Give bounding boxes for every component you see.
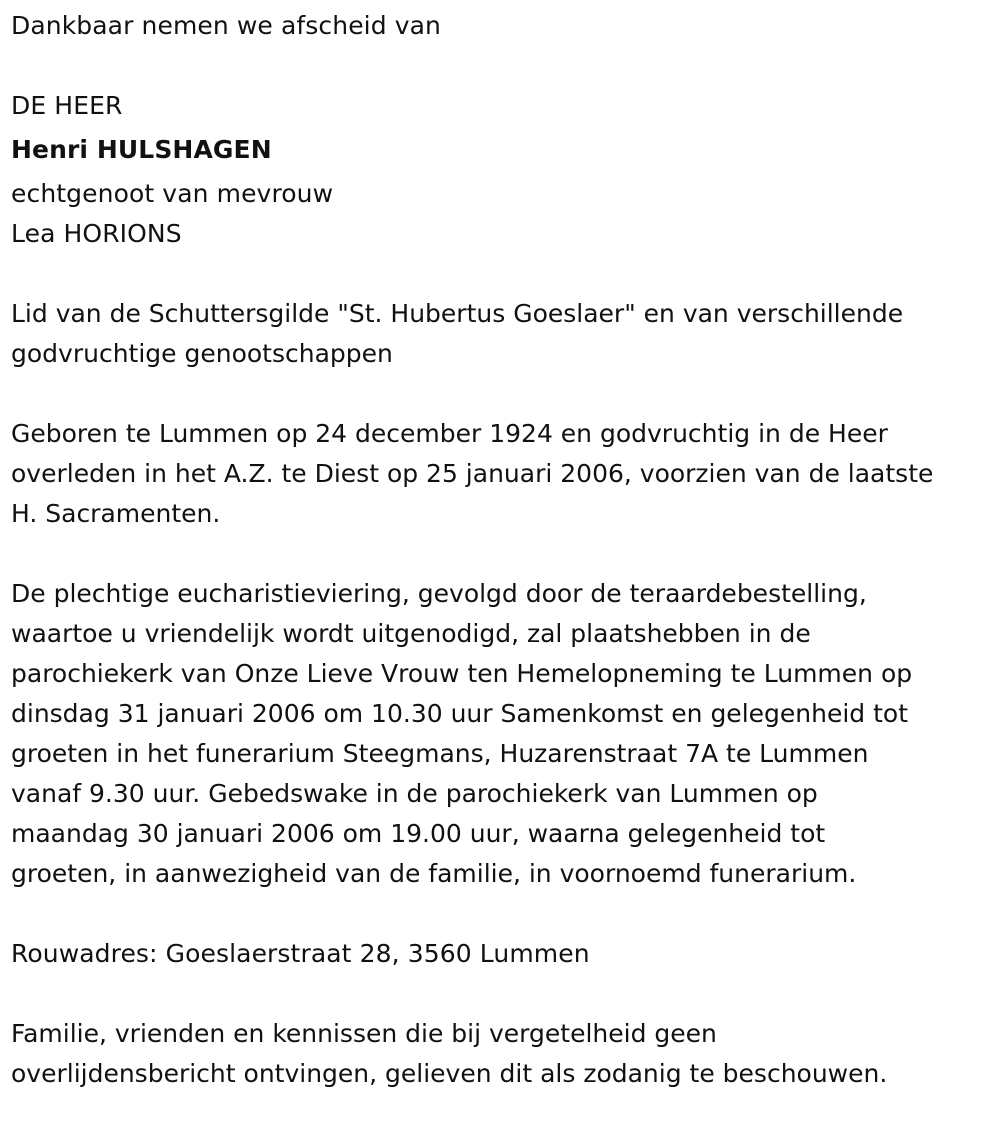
paragraph-line: groeten in het funerarium Steegmans, Huzarenstraat 7A te Lummen: [11, 739, 869, 768]
deceased-name: Henri HULSHAGEN: [11, 135, 272, 164]
spacer: [11, 374, 988, 414]
spouse-name: Lea HORIONS: [11, 219, 182, 248]
membership-paragraph: [11, 294, 988, 374]
paragraph-line: De plechtige eucharistieviering, gevolgd door de teraardebestelling,: [11, 579, 867, 608]
paragraph-line: godvruchtige genootschappen: [11, 339, 393, 368]
closing-paragraph: [11, 1014, 988, 1094]
paragraph-line: overleden in het A.Z. te Diest op 25 januari 2006, voorzien van de laatste: [11, 459, 934, 488]
paragraph-line: vanaf 9.30 uur. Gebedswake in de parochiekerk van Lummen op: [11, 779, 818, 808]
paragraph-line: Familie, vrienden en kennissen die bij vergetelheid geen: [11, 1019, 717, 1048]
paragraph-line: waartoe u vriendelijk wordt uitgenodigd, zal plaatshebben in de: [11, 619, 811, 648]
paragraph-line: overlijdensbericht ontvingen, gelieven dit als zodanig te beschouwen.: [11, 1059, 888, 1088]
ceremony-paragraph: [11, 574, 988, 894]
paragraph-line: H. Sacramenten.: [11, 499, 221, 528]
paragraph-line: Lid van de Schuttersgilde "St. Hubertus Goeslaer" en van verschillende: [11, 299, 904, 328]
spacer: [11, 534, 988, 574]
honorific: DE HEER: [11, 91, 123, 120]
mourning-address: Rouwadres: Goeslaerstraat 28, 3560 Lummen: [11, 939, 590, 968]
paragraph-line: dinsdag 31 januari 2006 om 10.30 uur Samenkomst en gelegenheid tot: [11, 699, 908, 728]
paragraph-line: parochiekerk van Onze Lieve Vrouw ten Hemelopneming te Lummen op: [11, 659, 913, 688]
paragraph-line: maandag 30 januari 2006 om 19.00 uur, waarna gelegenheid tot: [11, 819, 826, 848]
spacer: [11, 254, 988, 294]
spacer: [11, 46, 988, 86]
relation-text: echtgenoot van mevrouw: [11, 179, 334, 208]
paragraph-line: Geboren te Lummen op 24 december 1924 en godvruchtig in de Heer: [11, 419, 888, 448]
intro-text: Dankbaar nemen we afscheid van: [11, 11, 441, 40]
paragraph-line: groeten, in aanwezigheid van de familie, in voornoemd funerarium.: [11, 859, 857, 888]
spacer: [11, 974, 988, 1014]
birth-death-paragraph: [11, 414, 988, 534]
spacer: [11, 894, 988, 934]
